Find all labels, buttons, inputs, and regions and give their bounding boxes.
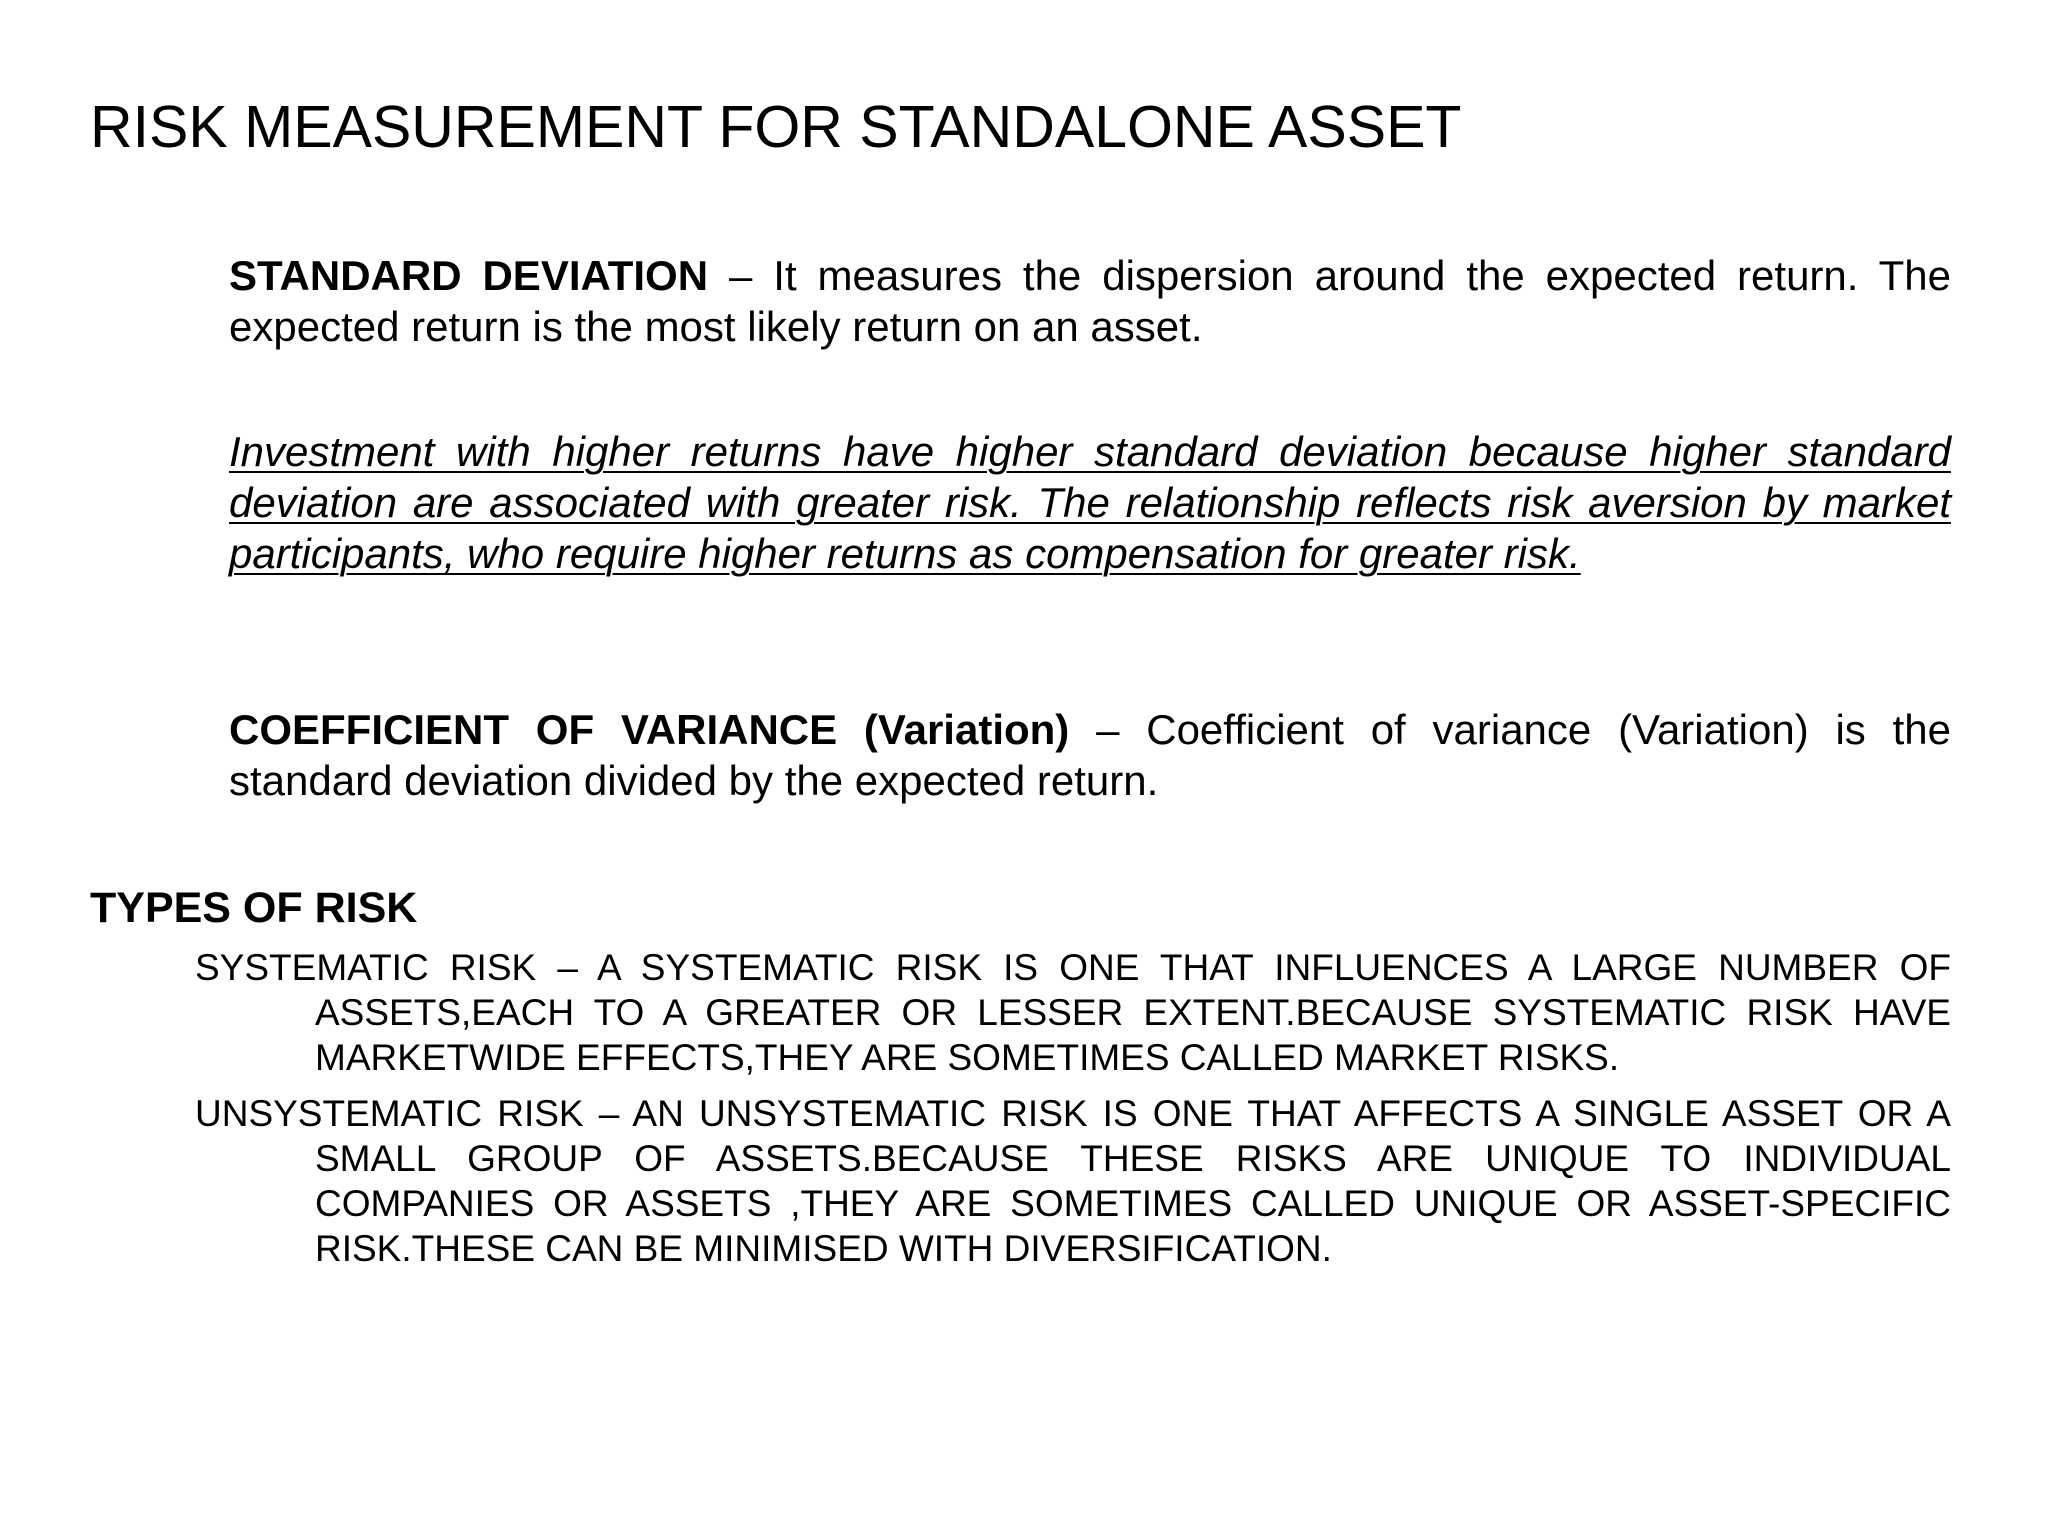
standard-deviation-paragraph bbox=[229, 250, 1951, 352]
standard-deviation-term: STANDARD DEVIATION bbox=[229, 252, 709, 299]
page-title: RISK MEASUREMENT FOR STANDALONE ASSET bbox=[90, 94, 1462, 160]
systematic-risk-item: SYSTEMATIC RISK – A SYSTEMATIC RISK IS ONE THAT INFLUENCES A LARGE NUMBER OF ASSETS,EACH TO A GREATER OR LESSER EXTENT.BECAUSE SYSTEMATIC RISK HAVE MARKETWIDE EFFECTS,THEY ARE SOMETIMES CALLED MARKET RISKS. bbox=[195, 947, 1951, 1078]
investment-note-paragraph: Investment with higher returns have higher standard deviation because higher standard deviation are associated with greater risk. The relationship reflects risk aversion by market participants, who require higher returns as compensation for greater risk. bbox=[229, 428, 1951, 577]
coefficient-of-variance-paragraph bbox=[229, 704, 1951, 806]
types-of-risk-heading: TYPES OF RISK bbox=[90, 884, 418, 932]
coefficient-of-variance-definition: – Coefficient of variance (Variation) is the standard deviation divided by the expected return. bbox=[229, 706, 1951, 804]
coefficient-of-variance-term: COEFFICIENT OF VARIANCE (Variation) bbox=[229, 706, 1070, 753]
unsystematic-risk-item: UNSYSTEMATIC RISK – AN UNSYSTEMATIC RISK IS ONE THAT AFFECTS A SINGLE ASSET OR A SMALL GROUP OF ASSETS.BECAUSE THESE RISKS ARE UNIQUE TO INDIVIDUAL COMPANIES OR ASSETS ,THEY ARE SOMETIMES CALLED UNIQUE OR ASSET-SPECIFIC RISK.THESE CAN BE MINIMISED WITH DIVERSIFICATION. bbox=[195, 1093, 1951, 1269]
standard-deviation-definition: – It measures the dispersion around the expected return. The expected return is the most likely return on an asset. bbox=[229, 252, 1951, 350]
